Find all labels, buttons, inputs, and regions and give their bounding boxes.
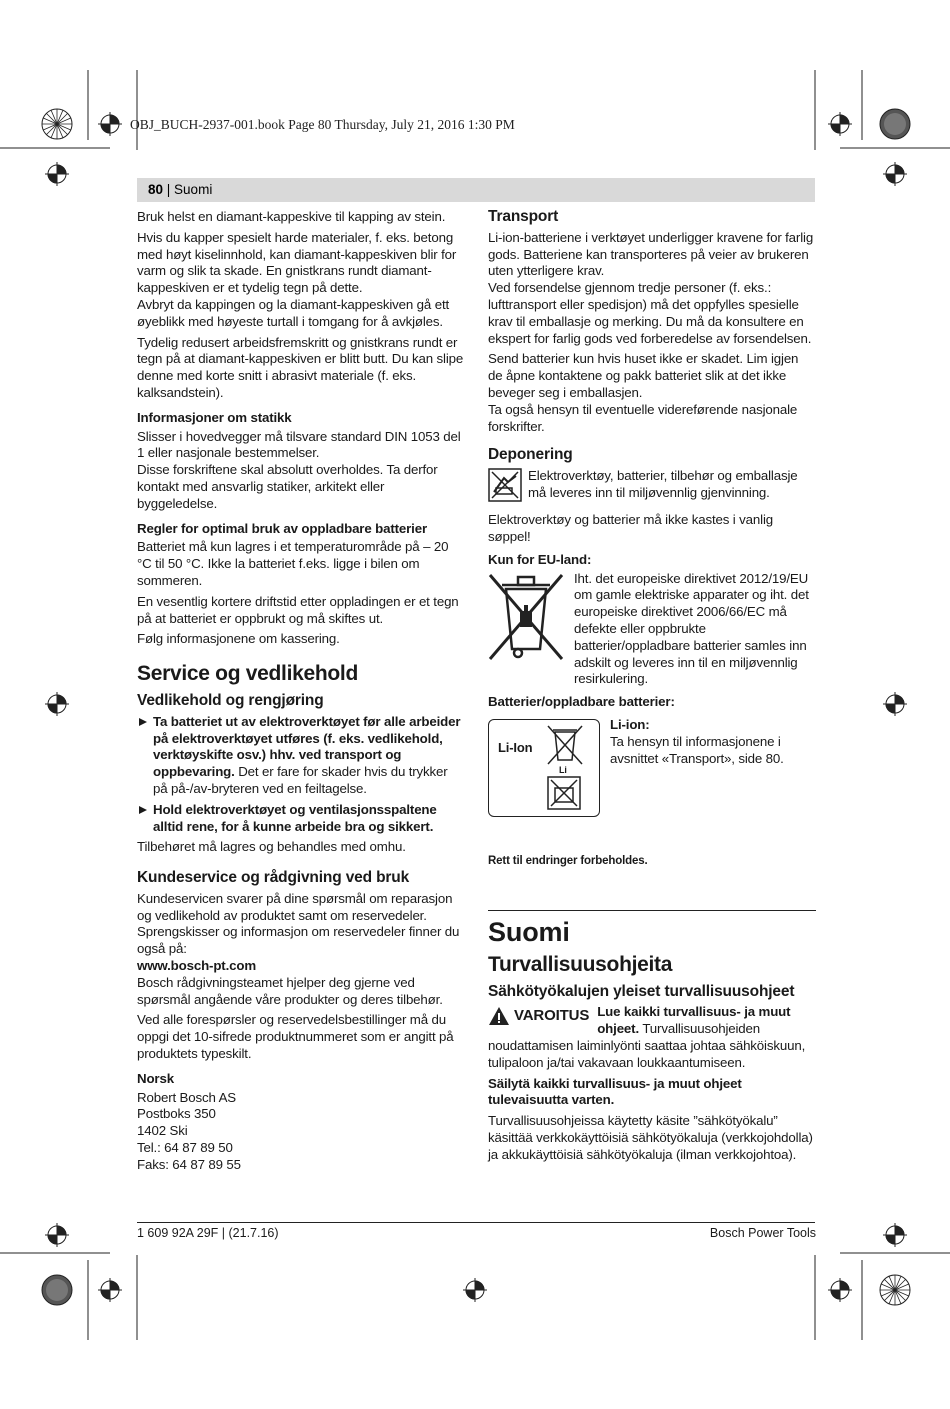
bullet-item <box>137 714 465 798</box>
bullet-bold-text: Hold elektroverktøyet og ventilasjonsspaltene alltid rene, for å kunne arbeide bra og sikkert. <box>153 801 437 834</box>
paragraph: Følg informasjonene om kassering. <box>137 631 340 647</box>
bullet-triangle-icon <box>139 718 147 726</box>
battery-row <box>488 713 816 817</box>
paragraph: Kundeservicen svarer på dine spørsmål om reparasjon og vedlikehold av produktet samt om reservedeler. Sprengskisser og informasjon om reservedeler finner du også på: <box>137 890 460 957</box>
section-heading-kundeservice: Kundeservice og rådgivning ved bruk <box>137 869 410 887</box>
paragraph: Hvis du kapper spesielt harde materialer, f. eks. betong med høyt kiselinnhold, kan diamant-kappeskiven blir for varm og slik ta skade. En gnistkrans rundt diamant-kappeskiven er et tydelig tegn på dette. <box>137 229 457 296</box>
address-line: Postboks 350 <box>137 1106 216 1122</box>
chapter-title-suomi: Suomi <box>488 916 570 947</box>
page-number: 80 <box>148 182 164 197</box>
right-column <box>488 209 816 1167</box>
bullet-bold-text: Ta batteriet ut av elektroverktøyet før alle arbeider på elektroverktøyet utføres (f. eks. vedlikehold, verktøyskifte osv.) hhv. ved transport og oppbevaring. <box>153 713 461 780</box>
paragraph: Slisser i hovedvegger må tilsvare standard DIN 1053 del 1 eller nasjonale bestemmelser. <box>137 428 461 461</box>
section-heading-transport: Transport <box>488 208 559 225</box>
change-notice: Rett til endringer forbeholdes. <box>488 854 648 867</box>
warning-triangle-icon <box>488 1006 510 1026</box>
file-info-line: OBJ_BUCH-2937-001.book Page 80 Thursday, July 21, 2016 1:30 PM <box>130 117 515 132</box>
bullet-text: Det er fare for skader hvis du trykker på på-/av-bryteren ved en feiltagelse. <box>153 764 448 796</box>
paragraph: Send batterier kun hvis huset ikke er skadet. Lim igjen de åpne kontaktene og pakk batteriet slik at det ikke beveger seg i emballasjen. <box>488 351 799 400</box>
left-column <box>137 209 465 1174</box>
address-line: 1402 Ski <box>137 1123 188 1139</box>
paragraph: Tilbehøret må lagres og behandles med omhu. <box>137 839 406 855</box>
phone-line: Tel.: 64 87 89 50 <box>137 1140 233 1156</box>
paragraph: Batteriet må kun lagres i et temperaturområde på – 20 °C til 50 °C. Ikke la batteriet f.eks. ligge i bilen om sommeren. <box>137 539 449 588</box>
li-ion-text-block <box>610 717 816 817</box>
crosshair-mark <box>883 1223 907 1247</box>
warning-text: Turvallisuusohjeiden noudattamisen laiminlyönti saattaa johtaa sähköiskuun, tulipaloon ja/tai vakavaan loukkaantumiseen. <box>488 1021 806 1070</box>
target-mark-top-right-outer <box>880 109 910 139</box>
paragraph: Bruk helst en diamant-kappeskive til kapping av stein. <box>137 209 446 224</box>
warning-label: VAROITUS <box>514 1006 590 1024</box>
footer-rule <box>137 1222 815 1223</box>
warning-badge <box>488 1006 589 1026</box>
crosshair-mark <box>463 1278 487 1302</box>
footer-brand: Bosch Power Tools <box>709 1226 816 1240</box>
recycling-row <box>488 468 816 502</box>
fax-line: Faks: 64 87 89 55 <box>137 1156 241 1172</box>
heading-statikk: Informasjoner om statikk <box>137 409 292 425</box>
bold-paragraph: Säilytä kaikki turvallisuus- ja muut ohjeet tulevaisuutta varten. <box>488 1075 742 1108</box>
bullet-item <box>137 802 465 836</box>
heading-li-ion: Li-ion: <box>610 716 650 732</box>
crosshair-mark <box>98 112 122 136</box>
crossed-out-wheelie-bin-icon <box>488 571 564 663</box>
li-small-label: Li <box>559 764 567 775</box>
paragraph: En vesentlig kortere driftstid etter oppladingen er et tegn på at batteriet er oppbrukt og må skiftes ut. <box>137 593 459 626</box>
recycle-crossed-icon <box>547 776 581 810</box>
li-ion-label: Li-Ion <box>498 739 533 755</box>
crosshair-mark <box>45 692 69 716</box>
heading-batterier: Batterier/oppladbare batterier: <box>488 694 675 710</box>
bullet-triangle-icon <box>139 806 147 814</box>
target-mark-top-left-outer <box>42 109 72 139</box>
crosshair-mark <box>828 1278 852 1302</box>
chapter-heading-service: Service og vedlikehold <box>137 662 358 686</box>
tool-disposal-icon <box>488 468 522 502</box>
paragraph: Turvallisuusohjeissa käytetty käsite ”sähkötyökalu” käsittää verkkokäyttöisiä sähkötyökaluja (verkkojohdolla) ja akkukäyttöisiä sähkötyökaluja (ilman verkkojohtoa). <box>488 1113 813 1162</box>
warning-paragraph <box>488 1004 816 1071</box>
warning-bold-text: Lue kaikki turvallisuus- ja muut ohjeet. <box>597 1004 791 1037</box>
target-mark-bottom-right-outer <box>880 1275 910 1305</box>
paragraph: Ved forsendelse gjennom tredje personer (f. eks.: lufttransport eller spedisjon) må det oppfylles spesielle krav til emballasje og merking. Du må da konsultere en ekspert for farlig gods ved forberedelse av forsendelsen. <box>488 280 812 346</box>
website-link[interactable]: www.bosch-pt.com <box>137 958 256 974</box>
section-heading-deponering: Deponering <box>488 446 573 464</box>
chapter-heading-turva: Turvallisuusohjeita <box>488 952 673 976</box>
heading-regler: Regler for optimal bruk av oppladbare batterier <box>137 520 427 536</box>
crosshair-mark <box>98 1278 122 1302</box>
paragraph: Ved alle forespørsler og reservedelsbestillinger må du oppgi det 10-sifrede produktnummeret som er angitt på produktets typeskilt. <box>137 1012 454 1062</box>
header-section: Suomi <box>174 182 213 197</box>
target-mark-bottom-left-outer <box>42 1275 72 1305</box>
crosshair-mark <box>45 162 69 186</box>
section-heading-vedlikehold: Vedlikehold og rengjøring <box>137 691 324 709</box>
weee-row <box>488 571 816 689</box>
paragraph: Disse forskriftene skal absolutt overholdes. Ta derfor kontakt med ansvarlig statiker, arkitekt eller byggeledelse. <box>137 462 438 511</box>
paragraph: Bosch rådgivningsteamet hjelper deg gjerne ved spørsmål angående våre produkter og deres tilbehør. <box>137 974 443 1007</box>
crosshair-mark <box>828 112 852 136</box>
paragraph: Ta også hensyn til eventuelle videreførende nasjonale forskrifter. <box>488 401 798 434</box>
li-ion-battery-symbol <box>488 719 600 817</box>
running-header: 80 | Suomi <box>148 182 213 197</box>
paragraph: Elektroverktøy, batterier, tilbehør og emballasje må leveres inn til miljøvennlig gjenvinning. <box>528 468 798 500</box>
paragraph: Li-ion-batteriene i verktøyet underligger kravene for farlig gods. Batteriene kan transporteres på veier av brukeren uten ytterligere krav. <box>488 229 814 279</box>
chapter-rule <box>488 910 816 911</box>
paragraph: Iht. det europeiske direktivet 2012/19/EU om gamle elektriske apparater og iht. det europeiske direktivet 2006/66/EC må defekte eller oppbrukte batterier/oppladbare batterier samles inn adskilt og leveres inn til en miljøvennlig resirkulering. <box>574 570 809 687</box>
paragraph: Ta hensyn til informasjonene i avsnittet «Transport», side 80. <box>610 733 784 766</box>
crosshair-mark <box>45 1223 69 1247</box>
paragraph: Elektroverktøy og batterier må ikke kastes i vanlig søppel! <box>488 512 773 544</box>
crosshair-mark <box>883 692 907 716</box>
header-bar <box>137 178 815 202</box>
paragraph: Tydelig redusert arbeidsfremskritt og gnistkrans rundt er tegn på at diamant-kappeskiven er blitt butt. Du kan slipe denne med korte snitt i abrasivt materiale (f. eks. kalksandstein). <box>137 334 464 400</box>
footer-code: 1 609 92A 29F | (21.7.16) <box>137 1226 279 1240</box>
paragraph: Avbryt da kappingen og la diamant-kappeskiven gå ett øyeblikk med høyeste turtall i tomgang for å avkjøles. <box>137 296 450 329</box>
section-heading-sahko: Sähkötyökalujen yleiset turvallisuusohjeet <box>488 982 795 1000</box>
heading-eu: Kun for EU-land: <box>488 551 592 567</box>
heading-norsk: Norsk <box>137 1070 174 1086</box>
crosshair-mark <box>883 162 907 186</box>
address-line: Robert Bosch AS <box>137 1089 237 1105</box>
